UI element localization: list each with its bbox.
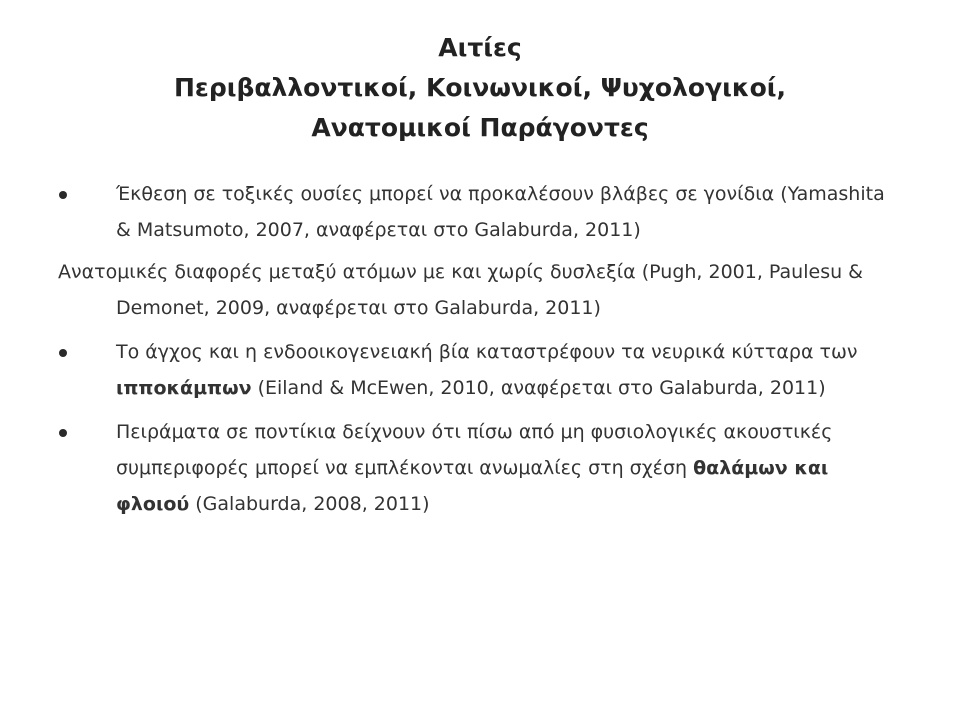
title-line-1: Αιτίες bbox=[438, 33, 522, 62]
bullet-text-start: Το άγχος και η ενδοοικογενειακή βία καταστρέφουν τα νευρικά κύτταρα των bbox=[116, 341, 858, 363]
bullet-item-toxic-substances bbox=[58, 176, 888, 248]
bullet-item-mice-experiments bbox=[58, 414, 888, 522]
bullet-text-bold: ιπποκάμπων bbox=[116, 377, 252, 399]
bullet-text: Έκθεση σε τοξικές ουσίες μπορεί να προκαλέσουν βλάβες σε γονίδια (Yamashita & Matsumoto, 2007, αναφέρεται στο Galaburda, 2011) bbox=[116, 183, 885, 241]
bullet-dot-icon bbox=[59, 349, 67, 357]
bullet-text-start: Πειράματα σε ποντίκια δείχνουν ότι πίσω από μη φυσιολογικές ακουστικές συμπεριφορές μπορεί να εμπλέκονται ανωμαλίες στη σχέση bbox=[116, 421, 833, 479]
bullet-text-end: (Galaburda, 2008, 2011) bbox=[189, 493, 430, 515]
bullet-item-stress-violence bbox=[58, 334, 888, 406]
slide-title bbox=[60, 28, 900, 148]
bullet-dot-icon bbox=[59, 429, 67, 437]
bullet-text-end: (Eiland & McEwen, 2010, αναφέρεται στο Galaburda, 2011) bbox=[251, 377, 826, 399]
bullet-dot-icon bbox=[59, 191, 67, 199]
paragraph-text: Ανατομικές διαφορές μεταξύ ατόμων με και χωρίς δυσλεξία (Pugh, 2001, Paulesu & Demonet, 2009, αναφέρεται στο Galaburda, 2011) bbox=[58, 261, 863, 319]
slide-body bbox=[58, 176, 888, 522]
title-line-2: Περιβαλλοντικοί, Κοινωνικοί, Ψυχολογικοί, bbox=[173, 73, 787, 102]
title-line-3: Ανατομικοί Παράγοντες bbox=[311, 113, 649, 142]
bullet-text-bold: θαλάμων και φλοιού bbox=[116, 457, 829, 515]
paragraph-anatomical-differences bbox=[58, 254, 888, 326]
